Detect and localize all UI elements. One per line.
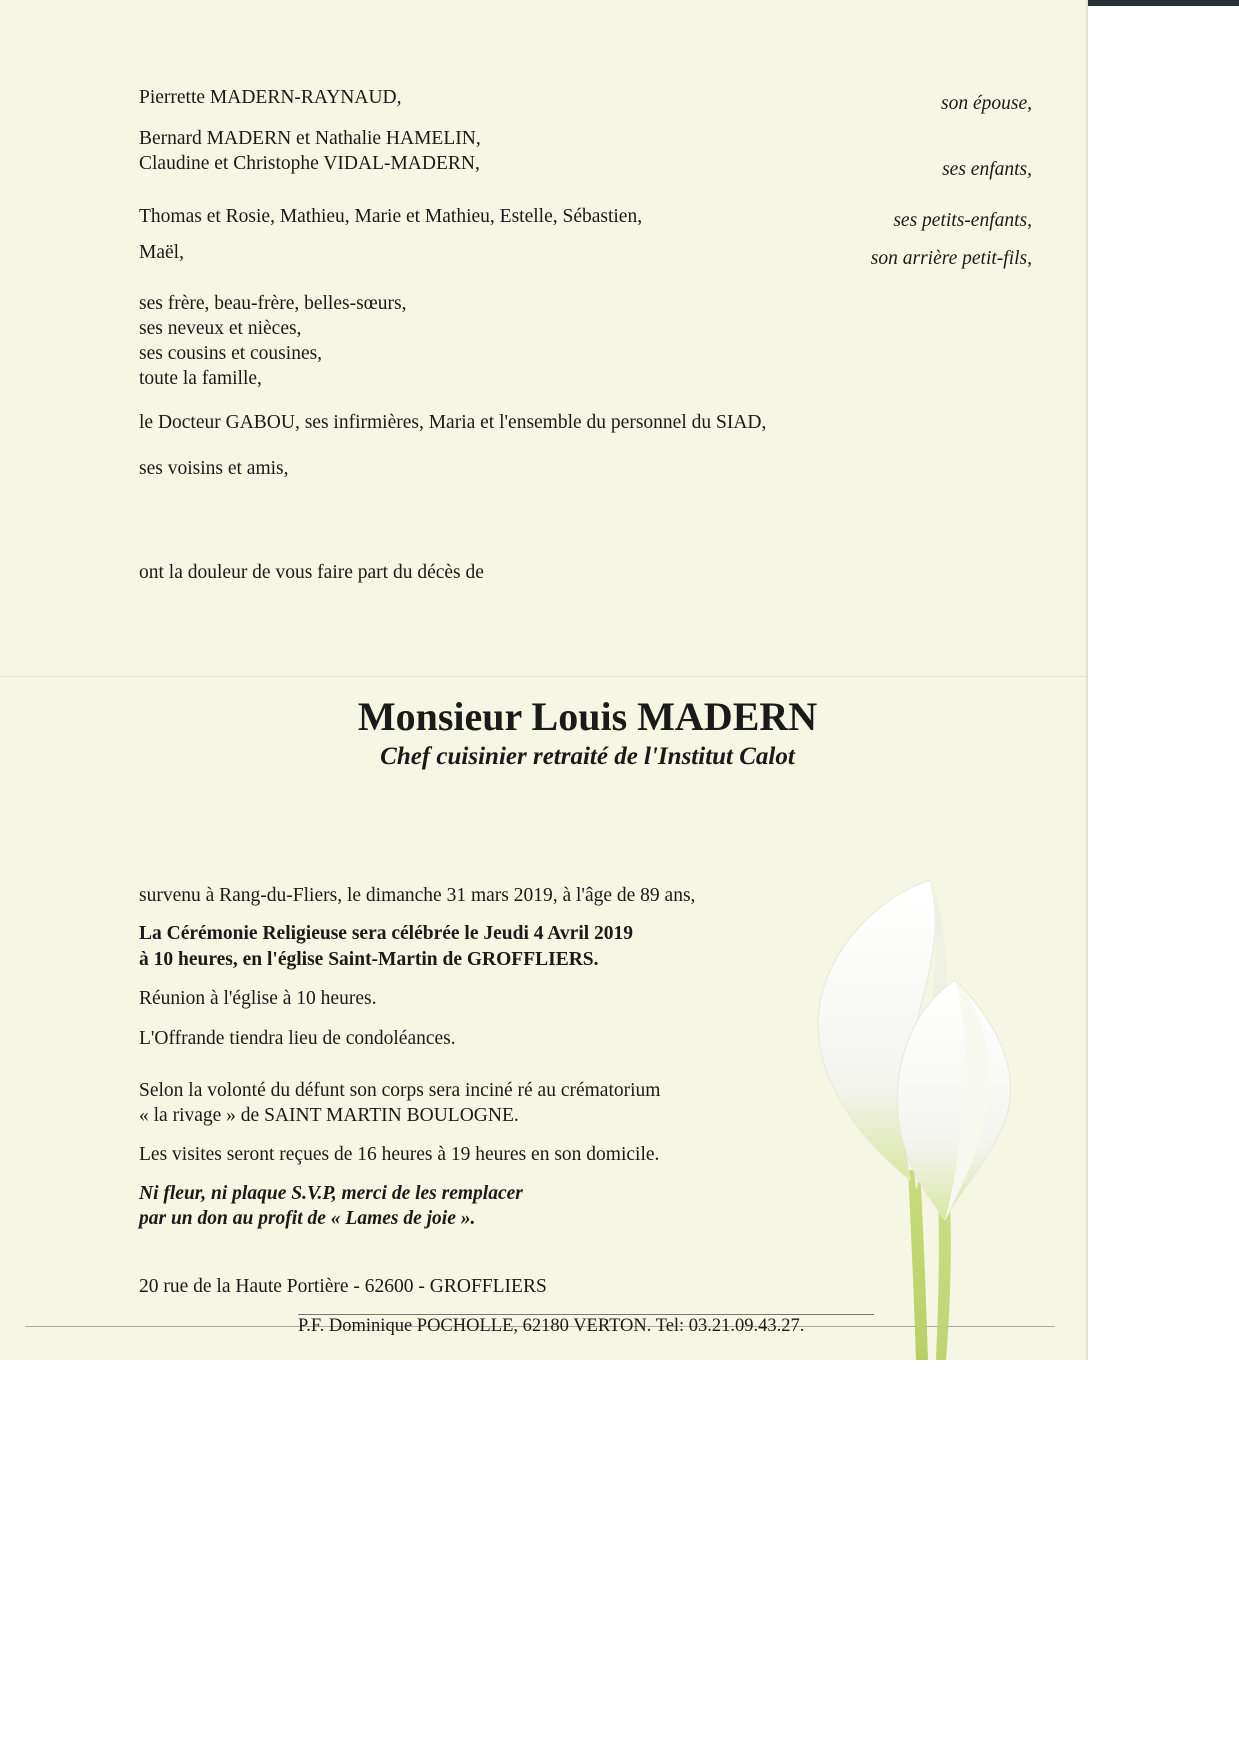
flowers-note: par un don au profit de « Lames de joie ». xyxy=(139,1208,476,1229)
reunion-line: Réunion à l'église à 10 heures. xyxy=(139,988,377,1009)
scan-edge xyxy=(1088,0,1239,6)
address-line: 20 rue de la Haute Portière - 62600 - GROFFLIERS xyxy=(139,1276,547,1297)
relatives-line: ses neveux et nièces, xyxy=(139,318,302,339)
card-edge xyxy=(1086,0,1088,1360)
relatives-line: ses cousins et cousines, xyxy=(139,343,323,364)
family-spouse: Pierrette MADERN-RAYNAUD, xyxy=(139,87,402,108)
funeral-home-line: P.F. Dominique POCHOLLE, 62180 VERTON. Tel: 03.21.09.43.27. xyxy=(298,1316,805,1336)
cremation-line: Selon la volonté du défunt son corps sera inciné ré au crématorium xyxy=(139,1080,661,1101)
calla-lily-icon xyxy=(790,870,1050,1360)
ceremony-line: La Cérémonie Religieuse sera célébrée le Jeudi 4 Avril 2019 xyxy=(139,923,634,944)
relatives-line: ses frère, beau-frère, belles-sœurs, xyxy=(139,293,407,314)
announcement-line: ont la douleur de vous faire part du décès de xyxy=(139,562,484,583)
role-children: ses enfants, xyxy=(942,159,1032,180)
card-fold-line xyxy=(0,676,1088,677)
relatives-line: toute la famille, xyxy=(139,368,262,389)
cremation-line: « la rivage » de SAINT MARTIN BOULOGNE. xyxy=(139,1105,519,1126)
family-great-grandchild: Maël, xyxy=(139,242,184,263)
deceased-title: Chef cuisinier retraité de l'Institut Calot xyxy=(380,743,795,770)
friends-line: ses voisins et amis, xyxy=(139,458,289,479)
deceased-name: Monsieur Louis MADERN xyxy=(357,694,818,739)
caregivers-line: le Docteur GABOU, ses infirmières, Maria et l'ensemble du personnel du SIAD, xyxy=(139,412,767,433)
role-spouse: son épouse, xyxy=(941,93,1032,114)
visits-line: Les visites seront reçues de 16 heures à 19 heures en son domicile. xyxy=(139,1144,660,1165)
family-grandchildren: Thomas et Rosie, Mathieu, Marie et Mathieu, Estelle, Sébastien, xyxy=(139,206,643,227)
role-great-grandchild: son arrière petit-fils, xyxy=(870,248,1032,269)
ceremony-line: à 10 heures, en l'église Saint-Martin de GROFFLIERS. xyxy=(139,949,599,970)
role-grandchildren: ses petits-enfants, xyxy=(893,210,1032,231)
family-child-2: Claudine et Christophe VIDAL-MADERN, xyxy=(139,153,480,174)
offering-line: L'Offrande tiendra lieu de condoléances. xyxy=(139,1028,456,1049)
death-details: survenu à Rang-du-Fliers, le dimanche 31 mars 2019, à l'âge de 89 ans, xyxy=(139,885,696,906)
flowers-note: Ni fleur, ni plaque S.V.P, merci de les remplacer xyxy=(139,1183,523,1204)
family-child-1: Bernard MADERN et Nathalie HAMELIN, xyxy=(139,128,481,149)
